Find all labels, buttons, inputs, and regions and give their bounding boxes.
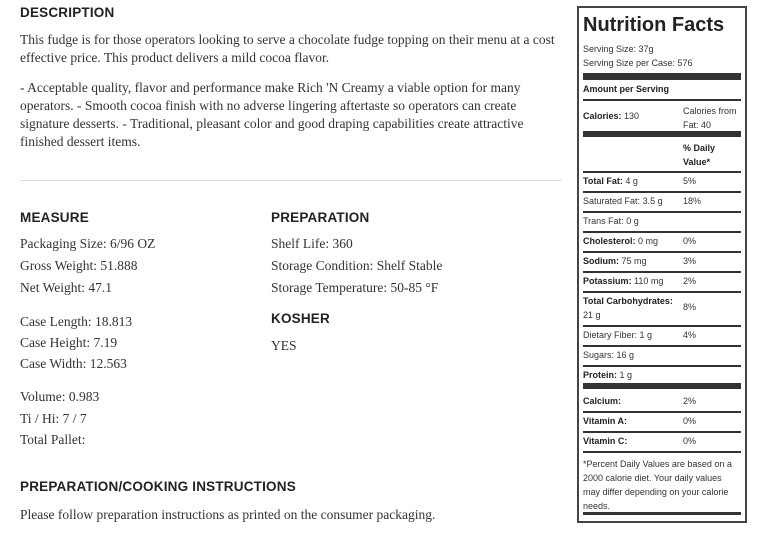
calories-row xyxy=(583,101,741,133)
calcium-dv: 2% xyxy=(683,396,697,406)
amount-row xyxy=(583,84,741,101)
total-carbohydrates-dv: 8% xyxy=(683,302,697,312)
vitamin-a-dv: 0% xyxy=(683,416,697,426)
calories-label: Calories: xyxy=(583,111,622,121)
cholesterol-label: Cholesterol: 0 mg xyxy=(583,236,659,246)
vitamin-c-dv: 0% xyxy=(683,436,697,446)
calories-value: 130 xyxy=(624,111,640,121)
nutrient-row-total-carbohydrates xyxy=(583,293,741,327)
description-features: - Acceptable quality, flavor and performance make Rich 'N Creamy a viable option for many operators. - Smooth cocoa finish with no adverse lingering aftertaste so operators can create signature desserts. - Traditional, pleasant color and good draping capabilities create attractive finished dessert items. xyxy=(20,80,524,149)
thick-divider xyxy=(583,132,741,137)
vitamin-c-label: Vitamin C: xyxy=(583,436,628,446)
calories-from-fat xyxy=(683,104,737,132)
storage-temperature: Storage Temperature: 50-85 °F xyxy=(271,280,439,295)
calcium-label: Calcium: xyxy=(583,396,622,406)
shelf-life: Shelf Life: 360 xyxy=(271,236,353,251)
nutrient-row-cholesterol xyxy=(583,233,741,253)
trans-fat-label: Trans Fat: 0 g xyxy=(583,216,639,226)
divider xyxy=(20,180,562,181)
case-height: Case Height: 7.19 xyxy=(20,335,118,350)
case-width: Case Width: 12.563 xyxy=(20,356,127,371)
nutrient-row-dietary-fiber xyxy=(583,327,741,347)
case-length: Case Length: 18.813 xyxy=(20,314,133,329)
packaging-size: Packaging Size: 6/96 OZ xyxy=(20,236,156,251)
dietary-fiber-label: Dietary Fiber: 1 g xyxy=(583,330,653,340)
serving-size: Serving Size: 37g xyxy=(583,44,654,54)
gross-weight: Gross Weight: 51.888 xyxy=(20,258,138,273)
daily-value-header xyxy=(583,138,741,173)
thick-divider xyxy=(583,73,741,80)
protein-label: Protein: 1 g xyxy=(583,370,633,380)
description-text: This fudge is for those operators looking to serve a chocolate fudge topping on their menu at a cost effective price. This product delivers a mild cocoa flavor. xyxy=(20,32,555,65)
serving-per-case: Serving Size per Case: 576 xyxy=(583,58,693,68)
potassium-dv: 2% xyxy=(683,276,697,286)
cholesterol-dv: 0% xyxy=(683,236,697,246)
total-fat-label: Total Fat: 4 g xyxy=(583,176,638,186)
vitamin-a-label: Vitamin A: xyxy=(583,416,628,426)
total-carbohydrates-label: Total Carbohydrates: 21 g xyxy=(583,296,673,320)
description-heading: DESCRIPTION xyxy=(20,5,115,20)
cooking-text: Please follow preparation instructions as printed on the consumer packaging. xyxy=(20,507,436,522)
footnote-row xyxy=(583,454,741,515)
total-fat-dv: 5% xyxy=(683,176,697,186)
nutrition-title: Nutrition Facts xyxy=(583,14,725,36)
cal-fat-line1: Calories from xyxy=(683,106,737,116)
saturated-fat-label: Saturated Fat: 3.5 g xyxy=(583,196,663,206)
thick-divider xyxy=(583,383,741,389)
total-pallet: Total Pallet: xyxy=(20,432,86,447)
kosher-heading: KOSHER xyxy=(271,311,330,326)
nutrient-row-potassium xyxy=(583,273,741,293)
saturated-fat-dv: 18% xyxy=(683,196,702,206)
calories xyxy=(583,111,639,121)
preparation-heading: PREPARATION xyxy=(271,210,370,225)
nutrient-row-saturated-fat xyxy=(583,193,741,213)
measure-heading: MEASURE xyxy=(20,210,89,225)
nutrient-row-total-fat xyxy=(583,173,741,193)
kosher-value: YES xyxy=(271,338,297,353)
nutrient-row-vitamin-c xyxy=(583,433,741,453)
sodium-dv: 3% xyxy=(683,256,697,266)
sugars-label: Sugars: 16 g xyxy=(583,350,635,360)
sodium-label: Sodium: 75 mg xyxy=(583,256,647,266)
storage-condition: Storage Condition: Shelf Stable xyxy=(271,258,443,273)
net-weight: Net Weight: 47.1 xyxy=(20,280,113,295)
nutrient-row-trans-fat xyxy=(583,213,741,233)
nutrition-facts-panel xyxy=(577,6,747,523)
ti-hi: Ti / Hi: 7 / 7 xyxy=(20,411,87,426)
cooking-heading: PREPARATION/COOKING INSTRUCTIONS xyxy=(20,479,296,494)
nutrient-row-sugars xyxy=(583,347,741,367)
amount-per-serving: Amount per Serving xyxy=(583,84,670,94)
cal-fat-line2: Fat: 40 xyxy=(683,120,712,130)
daily-value-label: % Daily Value* xyxy=(683,143,716,167)
potassium-label: Potassium: 110 mg xyxy=(583,276,664,286)
nutrient-row-vitamin-a xyxy=(583,413,741,433)
footnote: *Percent Daily Values are based on a 2000 calorie diet. Your daily values may differ depending on your calorie needs. xyxy=(583,459,732,511)
dietary-fiber-dv: 4% xyxy=(683,330,697,340)
volume: Volume: 0.983 xyxy=(20,389,100,404)
nutrient-row-calcium xyxy=(583,393,741,413)
nutrient-row-sodium xyxy=(583,253,741,273)
